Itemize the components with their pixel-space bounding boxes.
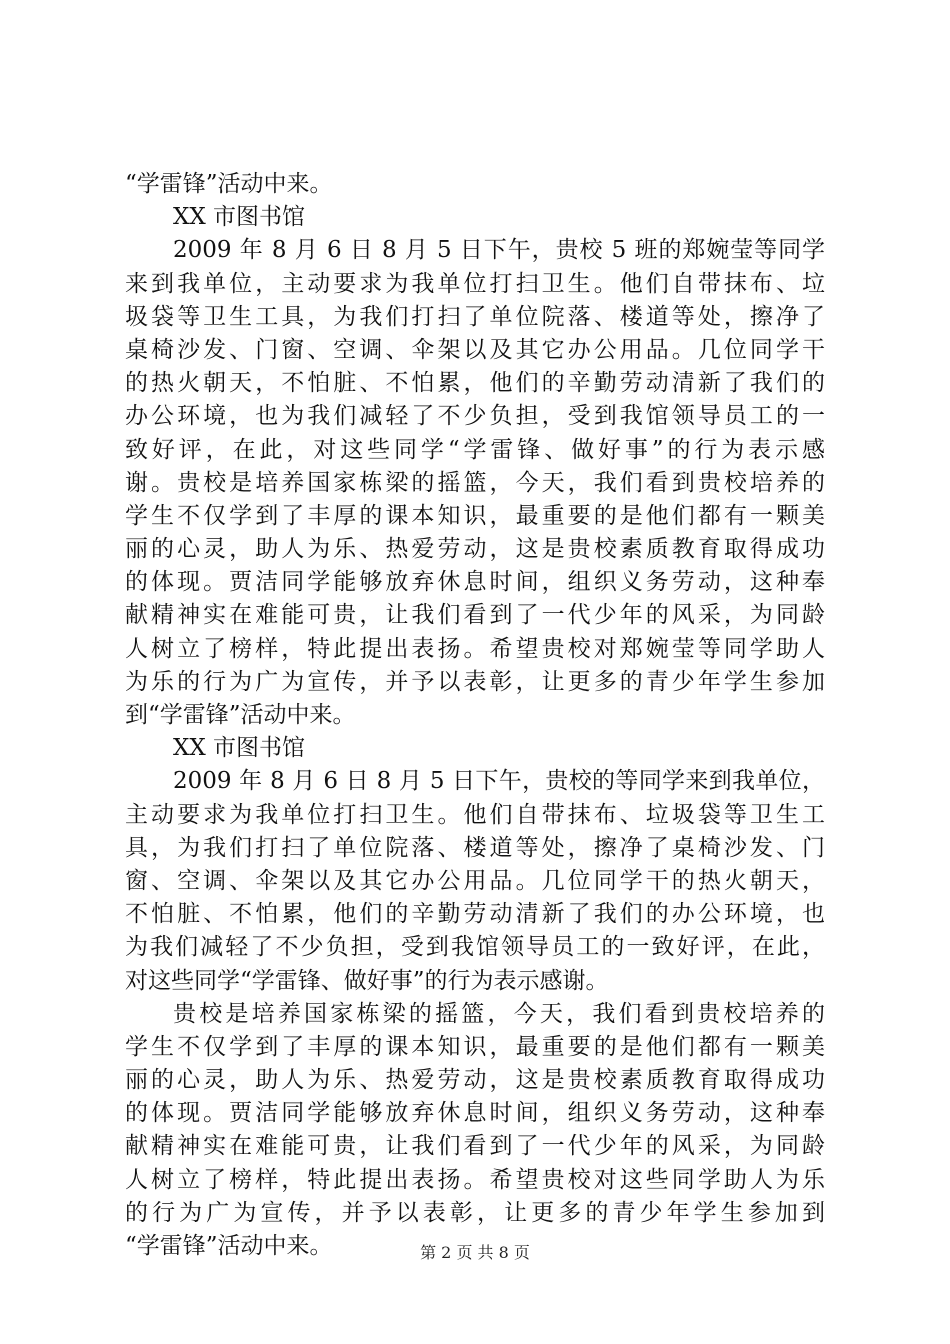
text-line: 对这些同学“学雷锋、做好事”的行为表示感谢。 (125, 967, 609, 994)
text-line: 2009 年 8 月 6 日 8 月 5 日下午，贵校 5 班的郑婉莹等同学 (173, 237, 825, 264)
text-line: 的体现。贾洁同学能够放弃休息时间，组织义务劳动，这种奉 (125, 1100, 825, 1127)
text-line: XX 市图书馆 (173, 204, 306, 231)
text-line: 致好评，在此，对这些同学“学雷锋、做好事”的行为表示感 (125, 436, 825, 463)
text-line: 桌椅沙发、门窗、空调、伞架以及其它办公用品。几位同学干 (125, 336, 825, 363)
text-line: 谢。贵校是培养国家栋梁的摇篮，今天，我们看到贵校培养的 (125, 469, 825, 496)
text-line: 学生不仅学到了丰厚的课本知识，最重要的是他们都有一颗美 (125, 502, 825, 529)
text-line: 的行为广为宣传，并予以表彰，让更多的青少年学生参加到 (125, 1199, 825, 1226)
text-line: 学生不仅学到了丰厚的课本知识，最重要的是他们都有一颗美 (125, 1033, 825, 1060)
text-line: “学雷锋”活动中来。 (125, 1233, 333, 1259)
text-line: XX 市图书馆 (173, 735, 306, 762)
text-line: 具，为我们打扫了单位院落、楼道等处，擦净了桌椅沙发、门 (125, 834, 825, 861)
text-line: 圾袋等卫生工具，为我们打扫了单位院落、楼道等处，擦净了 (125, 303, 825, 330)
text-line: 丽的心灵，助人为乐、热爱劳动，这是贵校素质教育取得成功 (125, 1067, 825, 1094)
text-line: 主动要求为我单位打扫卫生。他们自带抹布、垃圾袋等卫生工 (125, 801, 825, 828)
text-line: 献精神实在难能可贵，让我们看到了一代少年的风采，为同龄 (125, 1133, 825, 1160)
text-line: 窗、空调、伞架以及其它办公用品。几位同学干的热火朝天， (125, 867, 825, 894)
text-line: 的体现。贾洁同学能够放弃休息时间，组织义务劳动，这种奉 (125, 569, 825, 596)
text-line: 丽的心灵，助人为乐、热爱劳动，这是贵校素质教育取得成功 (125, 536, 825, 563)
text-line: 人树立了榜样，特此提出表扬。希望贵校对郑婉莹等同学助人 (125, 635, 825, 662)
text-line: 来到我单位，主动要求为我单位打扫卫生。他们自带抹布、垃 (125, 270, 825, 297)
text-line: 到“学雷锋”活动中来。 (125, 702, 356, 728)
text-line: 不怕脏、不怕累，他们的辛勤劳动清新了我们的办公环境，也 (125, 901, 825, 928)
text-line: 为乐的行为广为宣传，并予以表彰，让更多的青少年学生参加 (125, 668, 825, 695)
text-line: 献精神实在难能可贵，让我们看到了一代少年的风采，为同龄 (125, 602, 825, 629)
page-footer: 第 2 页 共 8 页 (420, 1243, 530, 1262)
text-line: 2009 年 8 月 6 日 8 月 5 日下午，贵校的等同学来到我单位， (173, 768, 825, 795)
text-line: “学雷锋”活动中来。 (125, 171, 333, 197)
text-line: 贵校是培养国家栋梁的摇篮，今天，我们看到贵校培养的 (173, 1000, 825, 1027)
text-line: 办公环境，也为我们减轻了不少负担，受到我馆领导员工的一 (125, 403, 825, 430)
text-line: 人树立了榜样，特此提出表扬。希望贵校对这些同学助人为乐 (125, 1166, 825, 1193)
text-line: 的热火朝天，不怕脏、不怕累，他们的辛勤劳动清新了我们的 (125, 370, 825, 397)
document-body (125, 168, 825, 1263)
text-line: 为我们减轻了不少负担，受到我馆领导员工的一致好评，在此， (125, 934, 825, 961)
